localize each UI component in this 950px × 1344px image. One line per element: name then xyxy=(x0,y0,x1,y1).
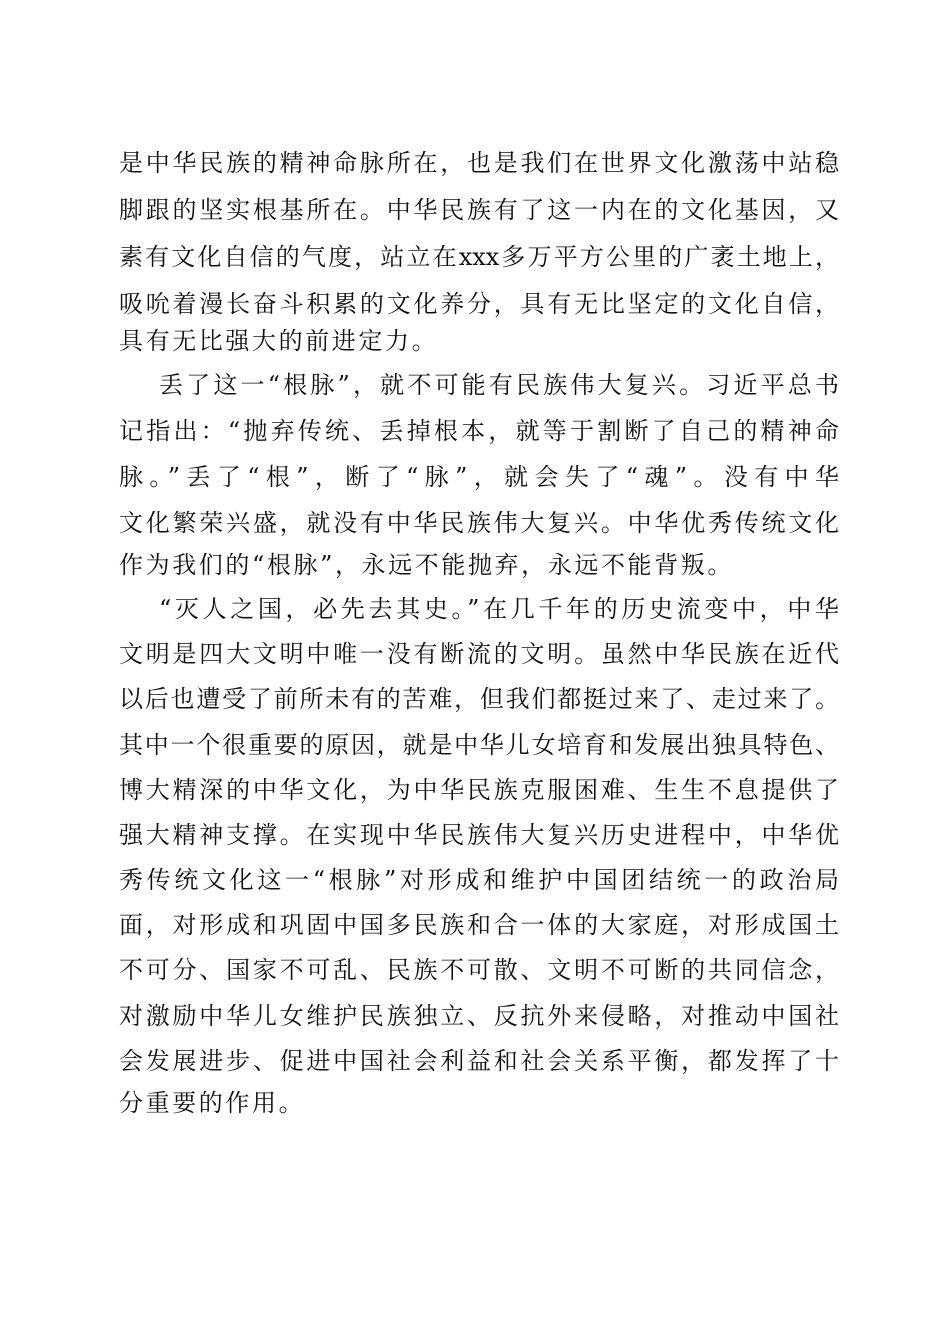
text-line: 素有文化自信的气度，站立在xxx多万平方公里的广袤土地上， xyxy=(119,243,839,271)
text-line: 强大精神支撑。在实现中华民族伟大复兴历史进程中，中华优 xyxy=(119,821,839,849)
text-line: 具有无比强大的前进定力。 xyxy=(119,327,439,355)
text-line: 博大精深的中华文化，为中华民族克服困难、生生不息提供了 xyxy=(119,776,839,804)
text-line: 丢了这一“根脉”，就不可能有民族伟大复兴。习近平总书 xyxy=(159,371,839,399)
text-line: 记指出：“抛弃传统、丢掉根本，就等于割断了自己的精神命 xyxy=(119,417,839,445)
text-line: 会发展进步、促进中国社会利益和社会关系平衡，都发挥了十 xyxy=(119,1047,839,1075)
text-line: 是中华民族的精神命脉所在，也是我们在世界文化激荡中站稳 xyxy=(119,149,839,177)
text-line: 不可分、国家不可乱、民族不可散、文明不可断的共同信念， xyxy=(119,956,839,984)
text-line: 作为我们的“根脉”，永远不能抛弃，永远不能背叛。 xyxy=(119,551,734,579)
text-line: 文明是四大文明中唯一没有断流的文明。虽然中华民族在近代 xyxy=(119,640,839,668)
text-line: 分重要的作用。 xyxy=(119,1089,306,1117)
text-line: 对激励中华儿女维护民族独立、反抗外来侵略，对推动中国社 xyxy=(119,1002,839,1030)
text-line: 吸吮着漫长奋斗积累的文化养分，具有无比坚定的文化自信， xyxy=(119,290,839,318)
text-line: “灭人之国，必先去其史。”在几千年的历史流变中，中华 xyxy=(159,595,839,623)
text-line: 面，对形成和巩固中国多民族和合一体的大家庭，对形成国土 xyxy=(119,911,839,939)
text-line: 脉。”丢了“根”，断了“脉”，就会失了“魂”。没有中华 xyxy=(119,463,839,491)
text-line: 以后也遭受了前所未有的苦难，但我们都挺过来了、走过来了。 xyxy=(119,685,839,713)
text-line: 脚跟的坚实根基所在。中华民族有了这一内在的文化基因，又 xyxy=(119,196,839,224)
text-line: 文化繁荣兴盛，就没有中华民族伟大复兴。中华优秀传统文化 xyxy=(119,509,839,537)
text-line: 其中一个很重要的原因，就是中华儿女培育和发展出独具特色、 xyxy=(119,731,839,759)
text-line: 秀传统文化这一“根脉”对形成和维护中国团结统一的政治局 xyxy=(119,866,839,894)
